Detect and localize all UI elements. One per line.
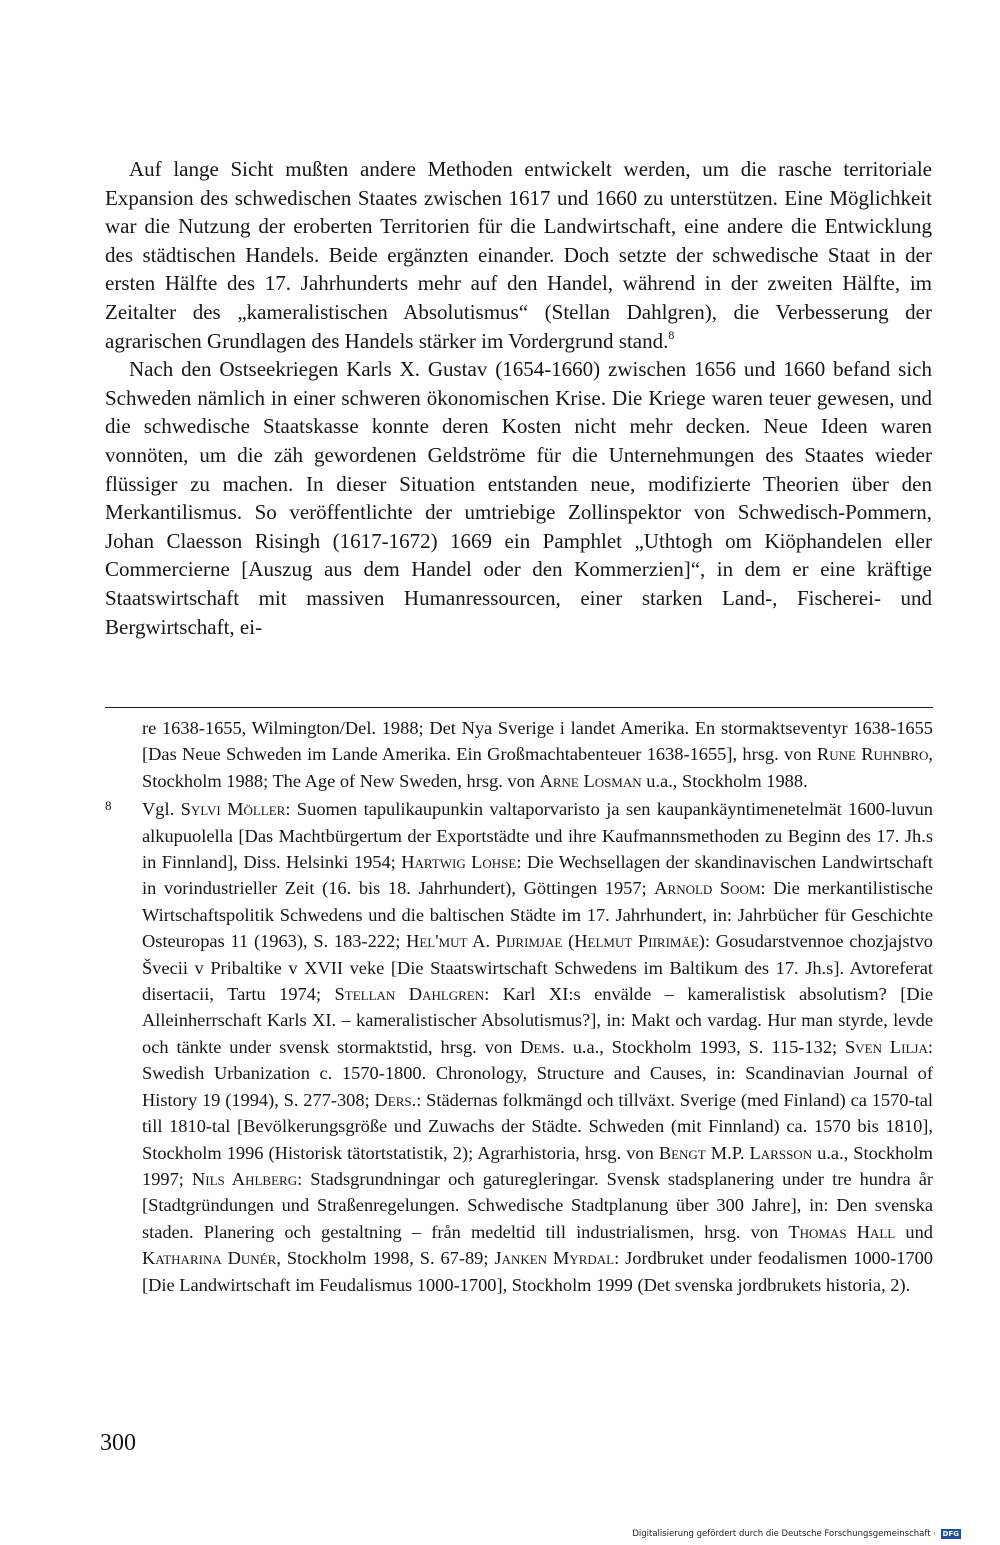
footnote-reference[interactable]: 8 bbox=[668, 327, 675, 342]
author-name: Sylvi Möller bbox=[180, 799, 286, 820]
paragraph-text: Auf lange Sicht mußten andere Methoden entwickelt werden, um die rasche territoriale Expansion des schwedischen Staates zwischen 1617 und 1660 zu unterstützen. Eine Möglichkeit war die Nutzung der eroberten Territorien für die Landwirtschaft, eine andere die Entwicklung des städtischen Handels. Beide ergänzten einander. Doch setzte der schwedische Staat in der ersten Hälfte des 17. Jahrhunderts mehr auf den Handel, während in der zweiten Hälfte, im Zeitalter des „kameralistischen Absolutismus“ (Stellan Dahlgren), die Verbesserung der agrarischen Grundlagen des Handels stärker im Vordergrund stand. bbox=[105, 157, 932, 353]
footnote-continuation bbox=[105, 715, 933, 794]
author-name: Stellan Dahlgren bbox=[334, 984, 485, 1005]
author-name: Nils Ahlberg bbox=[191, 1168, 298, 1189]
author-name: Hel'mut A. Pijrimjae (Helmut Piirimäe) bbox=[406, 931, 705, 952]
author-name: Ders. bbox=[374, 1089, 417, 1110]
footnote-number: 8 bbox=[105, 798, 112, 814]
footnote-text: re 1638-1655, Wilmington/Del. 1988; Det Nya Sverige i landet Amerika. En stormaktseventyr 1638-1655 [Das Neue Schweden im Lande Amerika. Ein Großmachtabenteuer 1638-1655], hrsg. von Rune Ruhnbro, Stockholm 1988; The Age of New Sweden, hrsg. von Arne Losman u.a., Stockholm 1988. bbox=[142, 718, 933, 791]
main-text bbox=[105, 155, 932, 641]
footnotes bbox=[105, 715, 933, 1298]
author-name: Sven Lilja bbox=[845, 1036, 928, 1057]
page-number: 300 bbox=[100, 1430, 136, 1456]
author-name: Rune Ruhnbro bbox=[816, 744, 929, 765]
digitization-credit: Digitalisierung gefördert durch die Deutsche Forschungsgemeinschaft · DFG bbox=[632, 1529, 959, 1539]
footnote-separator bbox=[105, 707, 933, 708]
author-name: Arnold Soom bbox=[654, 878, 761, 899]
author-name: Katharina Dunér bbox=[142, 1248, 277, 1269]
paragraph: Nach den Ostseekriegen Karls X. Gustav (1654-1660) zwischen 1656 und 1660 befand sich Schweden nämlich in einer schweren ökonomischen Krise. Die Kriege waren teuer gewesen, und die schwedische Staatskasse konnte deren Kosten nicht mehr decken. Neue Ideen waren vonnöten, um die zäh gewordenen Geldströme für die Unternehmungen des Staates wieder flüssiger zu machen. In dieser Situation entstanden neue, modifizierte Theorien über den Merkantilismus. So veröffentlichte der umtriebige Zollinspektor von Schwedisch-Pommern, Johan Claesson Risingh (1617-1672) 1669 ein Pamphlet „Uthtogh om Kiöphandelen eller Commercierne [Auszug aus dem Handel oder den Kommerzien]“, in dem er eine kräftige Staatswirtschaft mit massiven Humanressourcen, einer starken Land-, Fischerei- und Bergwirtschaft, ei- bbox=[105, 357, 932, 639]
paragraph bbox=[105, 155, 932, 355]
author-name: Arne Losman bbox=[539, 770, 642, 791]
author-name: Thomas Hall bbox=[788, 1221, 896, 1242]
footnote-8 bbox=[105, 796, 933, 1298]
footnote-text: Vgl. Sylvi Möller: Suomen tapulikaupunkin valtaporvaristo ja sen kaupankäyntimenetelmät 1600-luvun alkupuolella [Das Machtbürgertum der Exportstädte und ihre Kaufmannsmethoden zu Beginn des 17. Jh.s in Finnland], Diss. Helsinki 1954; Hartwig Lohse: Die Wechsellagen der skandinavischen Landwirtschaft in vorindustrieller Zeit (16. bis 18. Jahrhundert), Göttingen 1957; Arnold Soom: Die merkantilistische Wirtschaftspolitik Schwedens und die baltischen Städte im 17. Jahrhundert, in: Jahrbücher für Geschichte Osteuropas 11 (1963), S. 183-222; Hel'mut A. Pijrimjae (Helmut Piirimäe): Gosudarstvennoe chozjajstvo Švecii v Pribaltike v XVII veke [Die Staatswirtschaft Schwedens im Baltikum des 17. Jh.s]. Avtoreferat disertacii, Tartu 1974; Stellan Dahlgren: Karl XI:s envälde – kameralistisk absolutism? [Die Alleinherrschaft Karls XI. – kameralistischer Absolutismus?], in: Makt och vardag. Hur man styrde, levde och tänkte under svensk stormaktstid, hrsg. von Dems. u.a., Stockholm 1993, S. 115-132; Sven Lilja: Swedish Urbanization c. 1570-1800. Chronology, Structure and Causes, in: Scandinavian Journal of History 19 (1994), S. 277-308; Ders.: Städernas folkmängd och tillväxt. Sverige (med Finland) ca 1570-tal till 1810-tal [Bevölkerungsgröße und Zuwachs der Städte. Schweden (mit Finnland) ca. 1570 bis 1810], Stockholm 1996 (Historisk tätortstatistik, 2); Agrarhistoria, hrsg. von Bengt M.P. Larsson u.a., Stockholm 1997; Nils Ahlberg: Stadsgrundningar och gaturegleringar. Svensk stadsplanering under tre hundra år [Stadtgründungen und Straßenregelungen. Schwedische Stadtplanung über 300 Jahre], in: Den svenska staden. Planering och gestaltning – från medeltid till industrialismen, hrsg. von Thomas Hall und Katharina Dunér, Stockholm 1998, S. 67-89; Janken Myrdal: Jordbruket under feodalismen 1000-1700 [Die Landwirtschaft im Feudalismus 1000-1700], Stockholm 1999 (Det svenska jordbrukets historia, 2). bbox=[142, 799, 934, 1295]
author-name: Janken Myrdal bbox=[494, 1248, 615, 1269]
author-name: Bengt M.P. Larsson bbox=[658, 1142, 813, 1163]
dfg-logo: DFG bbox=[942, 1530, 959, 1538]
author-name: Dems. bbox=[520, 1036, 565, 1057]
credit-text: Digitalisierung gefördert durch die Deutsche Forschungsgemeinschaft bbox=[632, 1529, 931, 1539]
author-name: Hartwig Lohse bbox=[401, 852, 517, 873]
